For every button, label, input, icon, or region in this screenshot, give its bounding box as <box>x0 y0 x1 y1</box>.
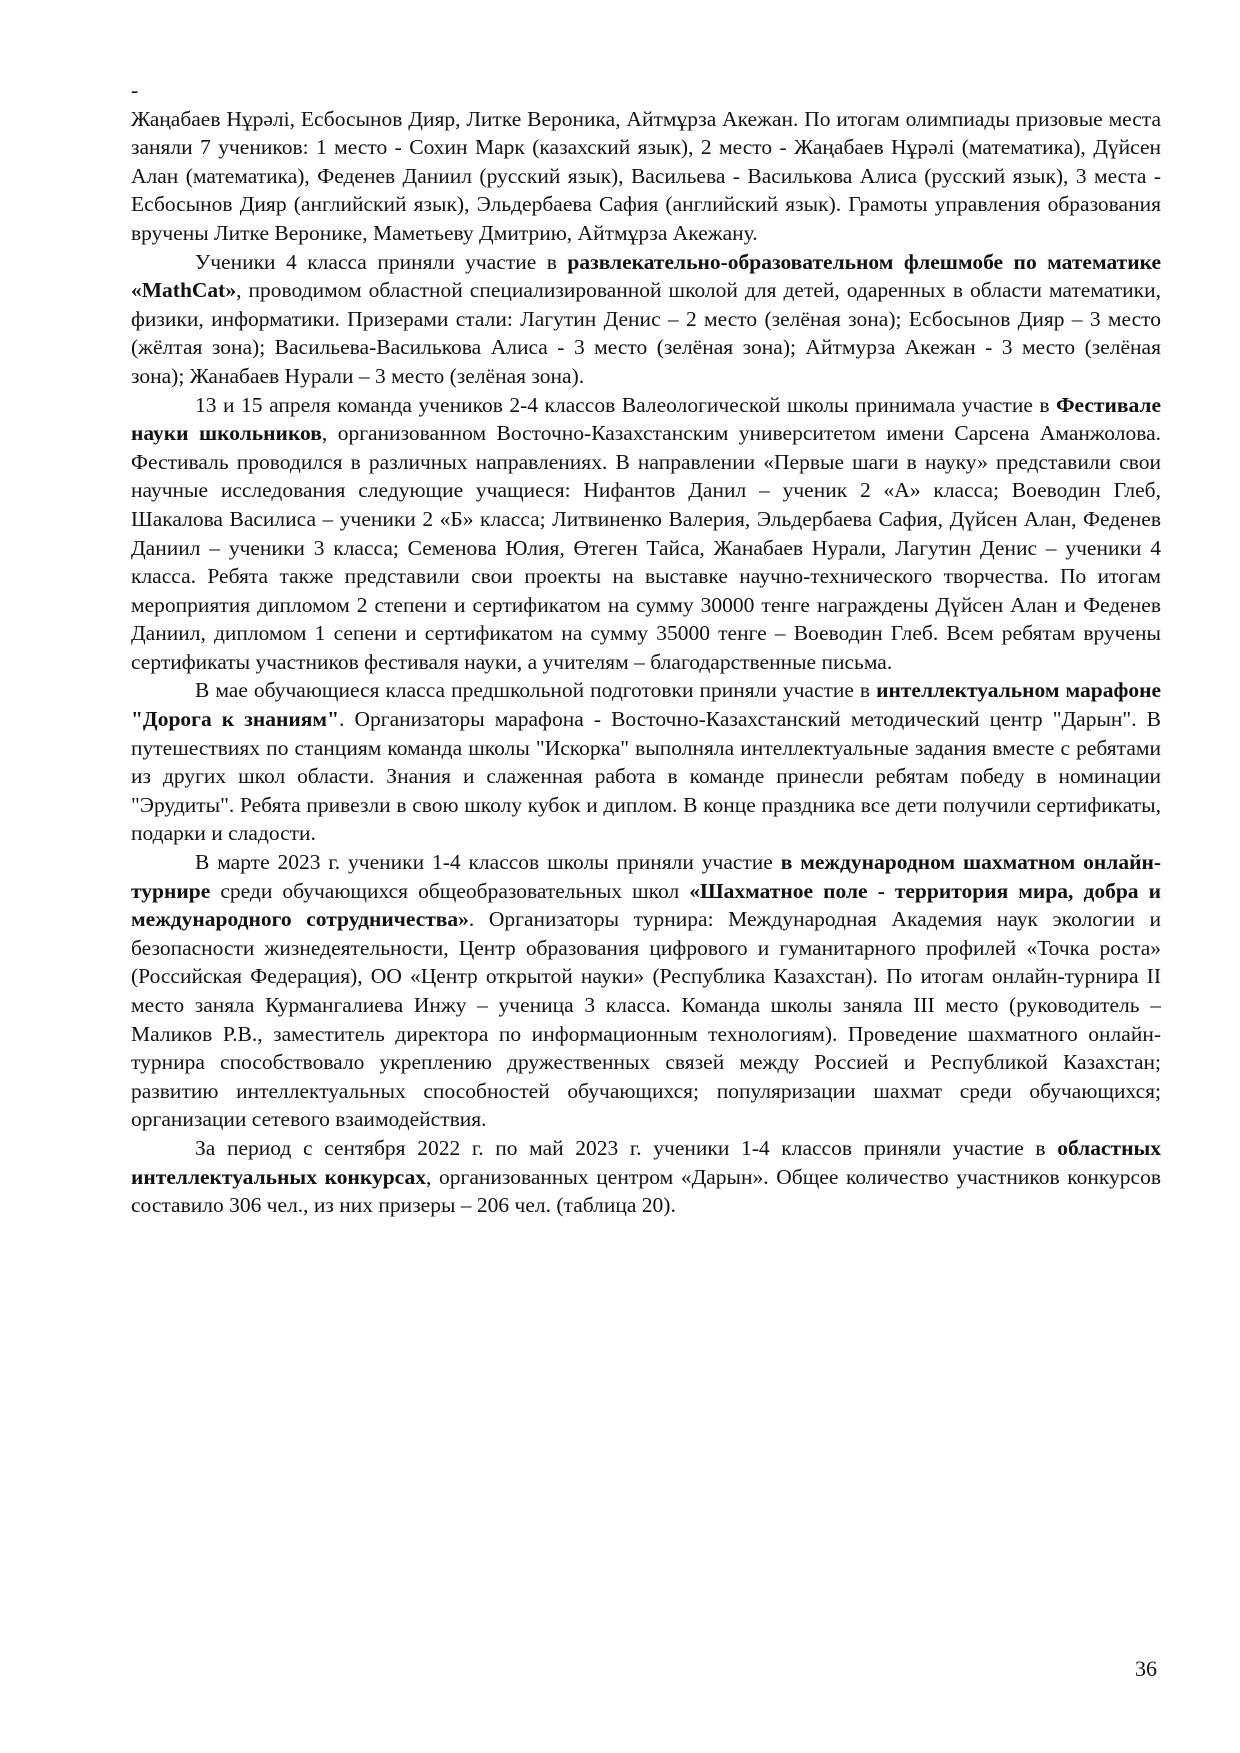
paragraph <box>131 248 1161 391</box>
bold-text: Фестивале науки школьников <box>131 392 1161 446</box>
page-number: 36 <box>1135 1656 1157 1681</box>
paragraph-text: За период с сентября 2022 г. по май 2023 г. ученики 1-4 классов приняли участие в <box>195 1135 1058 1160</box>
paragraph-text: . Организаторы турнира: Международная Академия наук экологии и безопасности жизнедеятельности, Центр образования цифрового и гуманитарного профилей «Точка роста» (Российская Федерация), ОО «Центр открытой науки» (Республика Казахстан). По итогам онлайн-турнира II место заняла Курмангалиева Инжу – ученица 3 класса. Команда школы заняла III место (руководитель – Маликов Р.В., заместитель директора по информационным технологиям). Проведение шахматного онлайн-турнира способствовало укреплению дружественных связей между Россией и Республикой Казахстан; развитию интеллектуальных способностей обучающихся; популяризации шахмат среди обучающихся; организации сетевого взаимодействия. <box>131 907 1161 1132</box>
leading-dash: - <box>131 78 139 102</box>
bold-text: «Шахматное поле - территория мира, добра и международного сотрудничества» <box>131 878 1161 932</box>
paragraph <box>131 848 1161 1134</box>
bold-text: в международном шахматном онлайн-турнире <box>131 850 1162 903</box>
bold-text: развлекательно-образовательном флешмобе по математике «MathCat» <box>131 249 1161 303</box>
paragraph <box>131 105 1161 248</box>
paragraph-text: , организованных центром «Дарын». Общее количество участников конкурсов составило 306 чел., из них призеры – 206 чел. (таблица 20). <box>131 1164 1161 1218</box>
paragraph-list <box>131 105 1161 1220</box>
paragraph-text: 13 и 15 апреля команда учеников 2-4 классов Валеологической школы принимала участие в <box>195 392 1057 417</box>
paragraph-text: среди обучающихся общеобразовательных школ <box>210 878 690 903</box>
paragraph-text: . Организаторы марафона - Восточно-Казахстанский методический центр "Дарын". В путешествиях по станциям команда школы "Искорка" выполняла интеллектуальные задания вместе с ребятами из других школ области. Знания и слаженная работа в команде принесли ребятам победу в номинации "Эрудиты". Ребята привезли в свою школу кубок и диплом. В конце праздника все дети получили сертификаты, подарки и сладости. <box>131 707 1161 846</box>
paragraph-text: , проводимом областной специализированной школой для детей, одаренных в области математики, физики, информатики. Призерами стали: Лагутин Денис – 2 место (зелёная зона); Есбосынов Дияр – 3 место (жёлтая зона); Васильева-Василькова Алиса - 3 место (зелёная зона); Айтмурза Акежан - 3 место (зелёная зона); Жанабаев Нурали – 3 место (зелёная зона). <box>131 278 1161 388</box>
document-body <box>131 76 1161 1220</box>
paragraph-text: Ученики 4 класса приняли участие в <box>195 249 568 274</box>
paragraph-text: Жаңабаев Нұрәлі, Есбосынов Дияр, Литке Вероника, Айтмұрза Акежан. По итогам олимпиады призовые места заняли 7 учеников: 1 место - Сохин Марк (казахский язык), 2 место - Жаңабаев Нұрәлі (математика), Дүйсен Алан (математика), Феденев Даниил (русский язык), Васильева - Василькова Алиса (русский язык), 3 места - Есбосынов Дияр (английский язык), Эльдербаева Сафия (английский язык). Грамоты управления образования вручены Литке Веронике, Маметьеву Дмитрию, Айтмұрза Акежану. <box>131 106 1161 245</box>
paragraph <box>131 676 1161 848</box>
paragraph <box>131 391 1161 677</box>
bold-text: областных интеллектуальных конкурсах <box>131 1135 1161 1189</box>
paragraph <box>131 1134 1161 1220</box>
paragraph-text: , организованном Восточно-Казахстанским университетом имени Сарсена Аманжолова. Фестиваль проводился в различных направлениях. В направлении «Первые шаги в науку» представили свои научные исследования следующие учащиеся: Нифантов Данил – ученик 2 «А» класса; Воеводин Глеб, Шакалова Василиса – ученики 2 «Б» класса; Литвиненко Валерия, Эльдербаева Сафия, Дүйсен Алан, Феденев Даниил – ученики 3 класса; Семенова Юлия, Өтеген Тайса, Жанабаев Нурали, Лагутин Денис – ученики 4 класса. Ребята также представили свои проекты на выставке научно-технического творчества. По итогам мероприятия дипломом 2 степени и сертификатом на сумму 30000 тенге награждены Дүйсен Алан и Феденев Даниил, дипломом 1 сепени и сертификатом на сумму 35000 тенге – Воеводин Глеб. Всем ребятам вручены сертификаты участников фестиваля науки, а учителям – благодарственные письма. <box>131 421 1161 674</box>
paragraph-text: В марте 2023 г. ученики 1-4 классов школы приняли участие <box>195 850 781 875</box>
bold-text: интеллектуальном марафоне "Дорога к знаниям" <box>131 678 1162 732</box>
paragraph-text: В мае обучающиеся класса предшкольной подготовки приняли участие в <box>195 678 877 703</box>
